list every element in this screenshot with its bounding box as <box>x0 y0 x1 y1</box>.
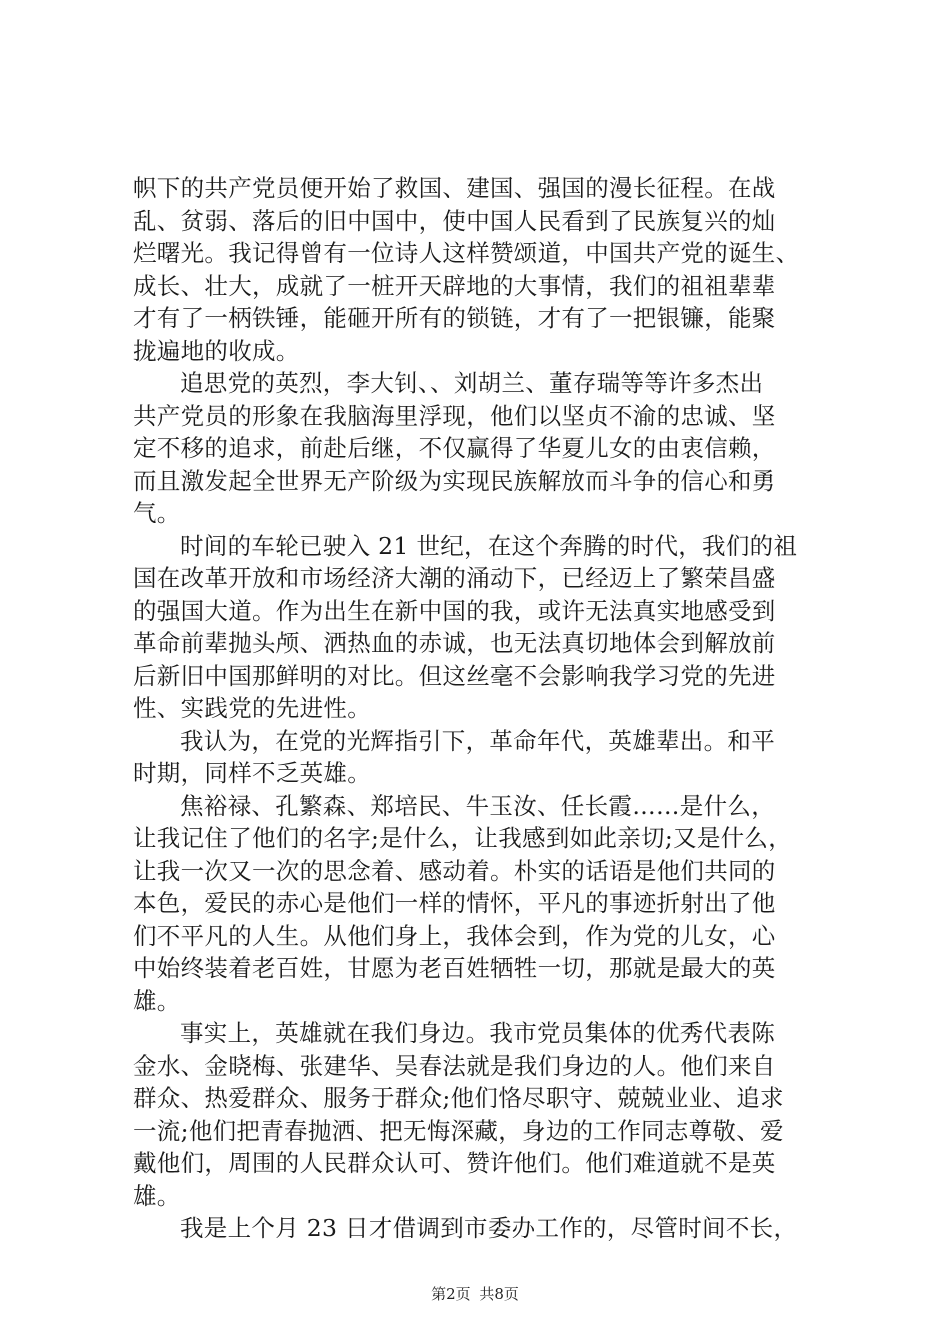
text-line: 焦裕禄、孔繁森、郑培民、牛玉汝、任长霞……是什么， <box>180 791 775 820</box>
text-line: 的强国大道。作为出生在新中国的我，或许无法真实地感受到 <box>133 596 776 625</box>
text-line: 我认为，在党的光辉指引下，革命年代，英雄辈出。和平 <box>180 726 775 755</box>
text-line: 革命前辈抛头颅、洒热血的赤诚，也无法真切地体会到解放前 <box>133 629 776 657</box>
text-line: 金水、金晓梅、张建华、吴春法就是我们身边的人。他们来自 <box>133 1051 776 1080</box>
text-line: 而且激发起全世界无产阶级为实现民族解放而斗争的信心和勇 <box>133 466 776 495</box>
text-line: 让我记住了他们的名字;是什么，让我感到如此亲切;又是什么， <box>133 824 793 852</box>
text-line: 戴他们，周围的人民群众认可、赞许他们。他们难道就不是英 <box>133 1149 776 1177</box>
text-line: 帜下的共产党员便开始了救国、建国、强国的漫长征程。在战 <box>133 174 776 202</box>
text-line: 让我一次又一次的思念着、感动着。朴实的话语是他们共同的 <box>133 856 776 885</box>
text-line: 气。 <box>133 499 181 527</box>
text-line: 拢遍地的收成。 <box>133 336 300 365</box>
page-number: 第2页 <box>431 1285 471 1303</box>
text-line: 时间的车轮已驶入 21 世纪，在这个奔腾的时代，我们的祖 <box>180 531 798 560</box>
text-line: 时期，同样不乏英雄。 <box>133 759 371 787</box>
text-line: 雄。 <box>133 986 181 1015</box>
text-line: 共产党员的形象在我脑海里浮现，他们以坚贞不渝的忠诚、坚 <box>133 401 776 430</box>
text-line: 们不平凡的人生。从他们身上，我体会到，作为党的儿女，心 <box>133 921 776 950</box>
text-line: 性、实践党的先进性。 <box>133 694 371 722</box>
text-line: 国在改革开放和市场经济大潮的涌动下，已经迈上了繁荣昌盛 <box>133 564 776 592</box>
text-line: 雄。 <box>133 1181 181 1210</box>
text-line: 烂曙光。我记得曾有一位诗人这样赞颂道，中国共产党的诞生、 <box>133 239 800 267</box>
text-line: 才有了一柄铁锤，能砸开所有的锁链，才有了一把银镰，能聚 <box>133 304 776 332</box>
text-line: 定不移的追求，前赴后继，不仅赢得了华夏儿女的由衷信赖， <box>133 434 776 462</box>
text-line: 事实上，英雄就在我们身边。我市党员集体的优秀代表陈 <box>180 1019 775 1047</box>
text-line: 我是上个月 23 日才借调到市委办工作的，尽管时间不长， <box>180 1214 798 1242</box>
text-line: 后新旧中国那鲜明的对比。但这丝毫不会影响我学习党的先进 <box>133 661 776 690</box>
page-total: 共8页 <box>479 1285 519 1303</box>
text-line: 追思党的英烈，李大钊、、刘胡兰、董存瑞等等许多杰出 <box>180 369 764 397</box>
text-line: 本色，爱民的赤心是他们一样的情怀，平凡的事迹折射出了他 <box>133 889 776 917</box>
page-footer <box>0 1283 950 1304</box>
text-line: 乱、贫弱、落后的旧中国中，使中国人民看到了民族复兴的灿 <box>133 206 776 235</box>
text-line: 一流;他们把青春抛洒、把无悔深藏，身边的工作同志尊敬、爱 <box>133 1116 784 1145</box>
document-body <box>133 172 833 1245</box>
text-line: 群众、热爱群众、服务于群众;他们恪尽职守、兢兢业业、追求 <box>133 1084 784 1112</box>
text-line: 中始终装着老百姓，甘愿为老百姓牺牲一切，那就是最大的英 <box>133 954 776 982</box>
text-line: 成长、壮大，成就了一桩开天辟地的大事情，我们的祖祖辈辈 <box>133 271 776 300</box>
